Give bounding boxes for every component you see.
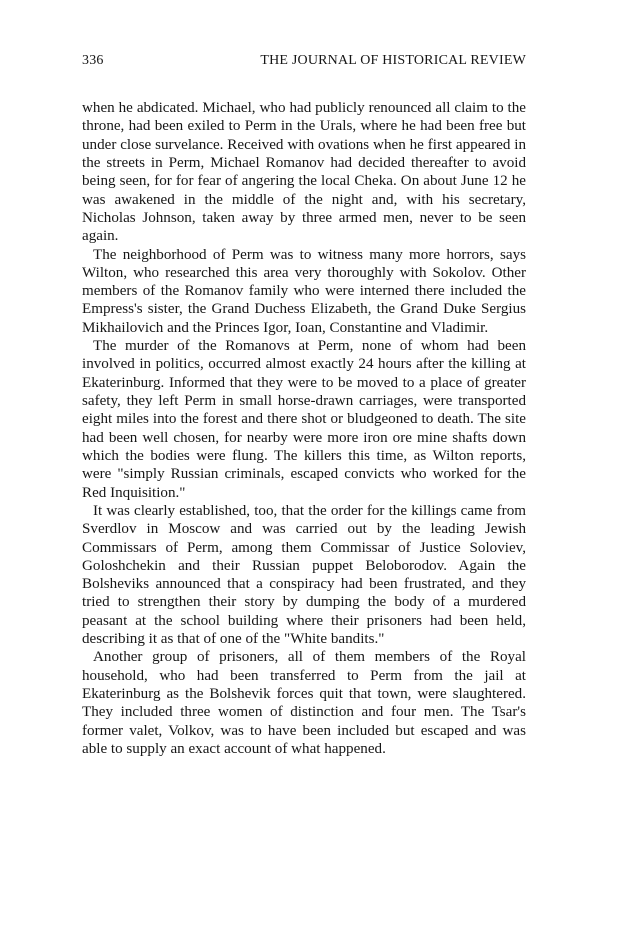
paragraph: The neighborhood of Perm was to witness many more horrors, says Wilton, who researched this area very thoroughly with Sokolov. Other members of the Romanov family who were interned there included the Empress's sister, the Grand Duchess Elizabeth, the Grand Duke Sergius Mikhailovich and the Princes Igor, Ioan, Constantine and Vladimir. xyxy=(82,246,526,336)
body-text xyxy=(82,99,526,758)
paragraph: The murder of the Romanovs at Perm, none of whom had been involved in politics, occurred almost exactly 24 hours after the killing at Ekaterinburg. Informed that they were to be moved to a place of greater safety, they left Perm in small horse-drawn carriages, were transported eight miles into the forest and there shot or bludgeoned to death. The site had been well chosen, for nearby were more iron ore mine shafts down which the bodies were flung. The killers this time, as Wilton reports, were "simply Russian criminals, escaped convicts who worked for the Red Inquisition." xyxy=(82,338,526,501)
page-number: 336 xyxy=(82,53,104,68)
paragraph: It was clearly established, too, that the order for the killings came from Sverdlov in Moscow and was carried out by the leading Jewish Commissars of Perm, among them Commissar of Justice Soloviev, Goloshchekin and their Russian puppet Beloborodov. Again the Bolsheviks announced that a conspiracy had been frustrated, and they tried to strengthen their story by dumping the body of a murdered peasant at the school building where their prisoners had been held, describing it as that of one of the "White bandits." xyxy=(82,502,526,648)
paragraph: when he abdicated. Michael, who had publicly renounced all claim to the throne, had been exiled to Perm in the Urals, where he had been free but under close survelance. Received with ovations when he first appeared in the streets in Perm, Michael Romanov had decided thereafter to avoid being seen, for for fear of angering the local Cheka. On about June 12 he was awakened in the middle of the night and, with his secretary, Nicholas Johnson, taken away by three armed men, never to be seen again. xyxy=(82,100,526,245)
page-header xyxy=(82,53,526,71)
paragraph: Another group of prisoners, all of them members of the Royal household, who had been transferred to Perm from the jail at Ekaterinburg as the Bolshevik forces quit that town, were slaughtered. They included three women of distinction and four men. The Tsar's former valet, Volkov, was to have been included but escaped and was able to supply an exact account of what happened. xyxy=(82,649,526,757)
running-title: THE JOURNAL OF HISTORICAL REVIEW xyxy=(260,53,526,68)
